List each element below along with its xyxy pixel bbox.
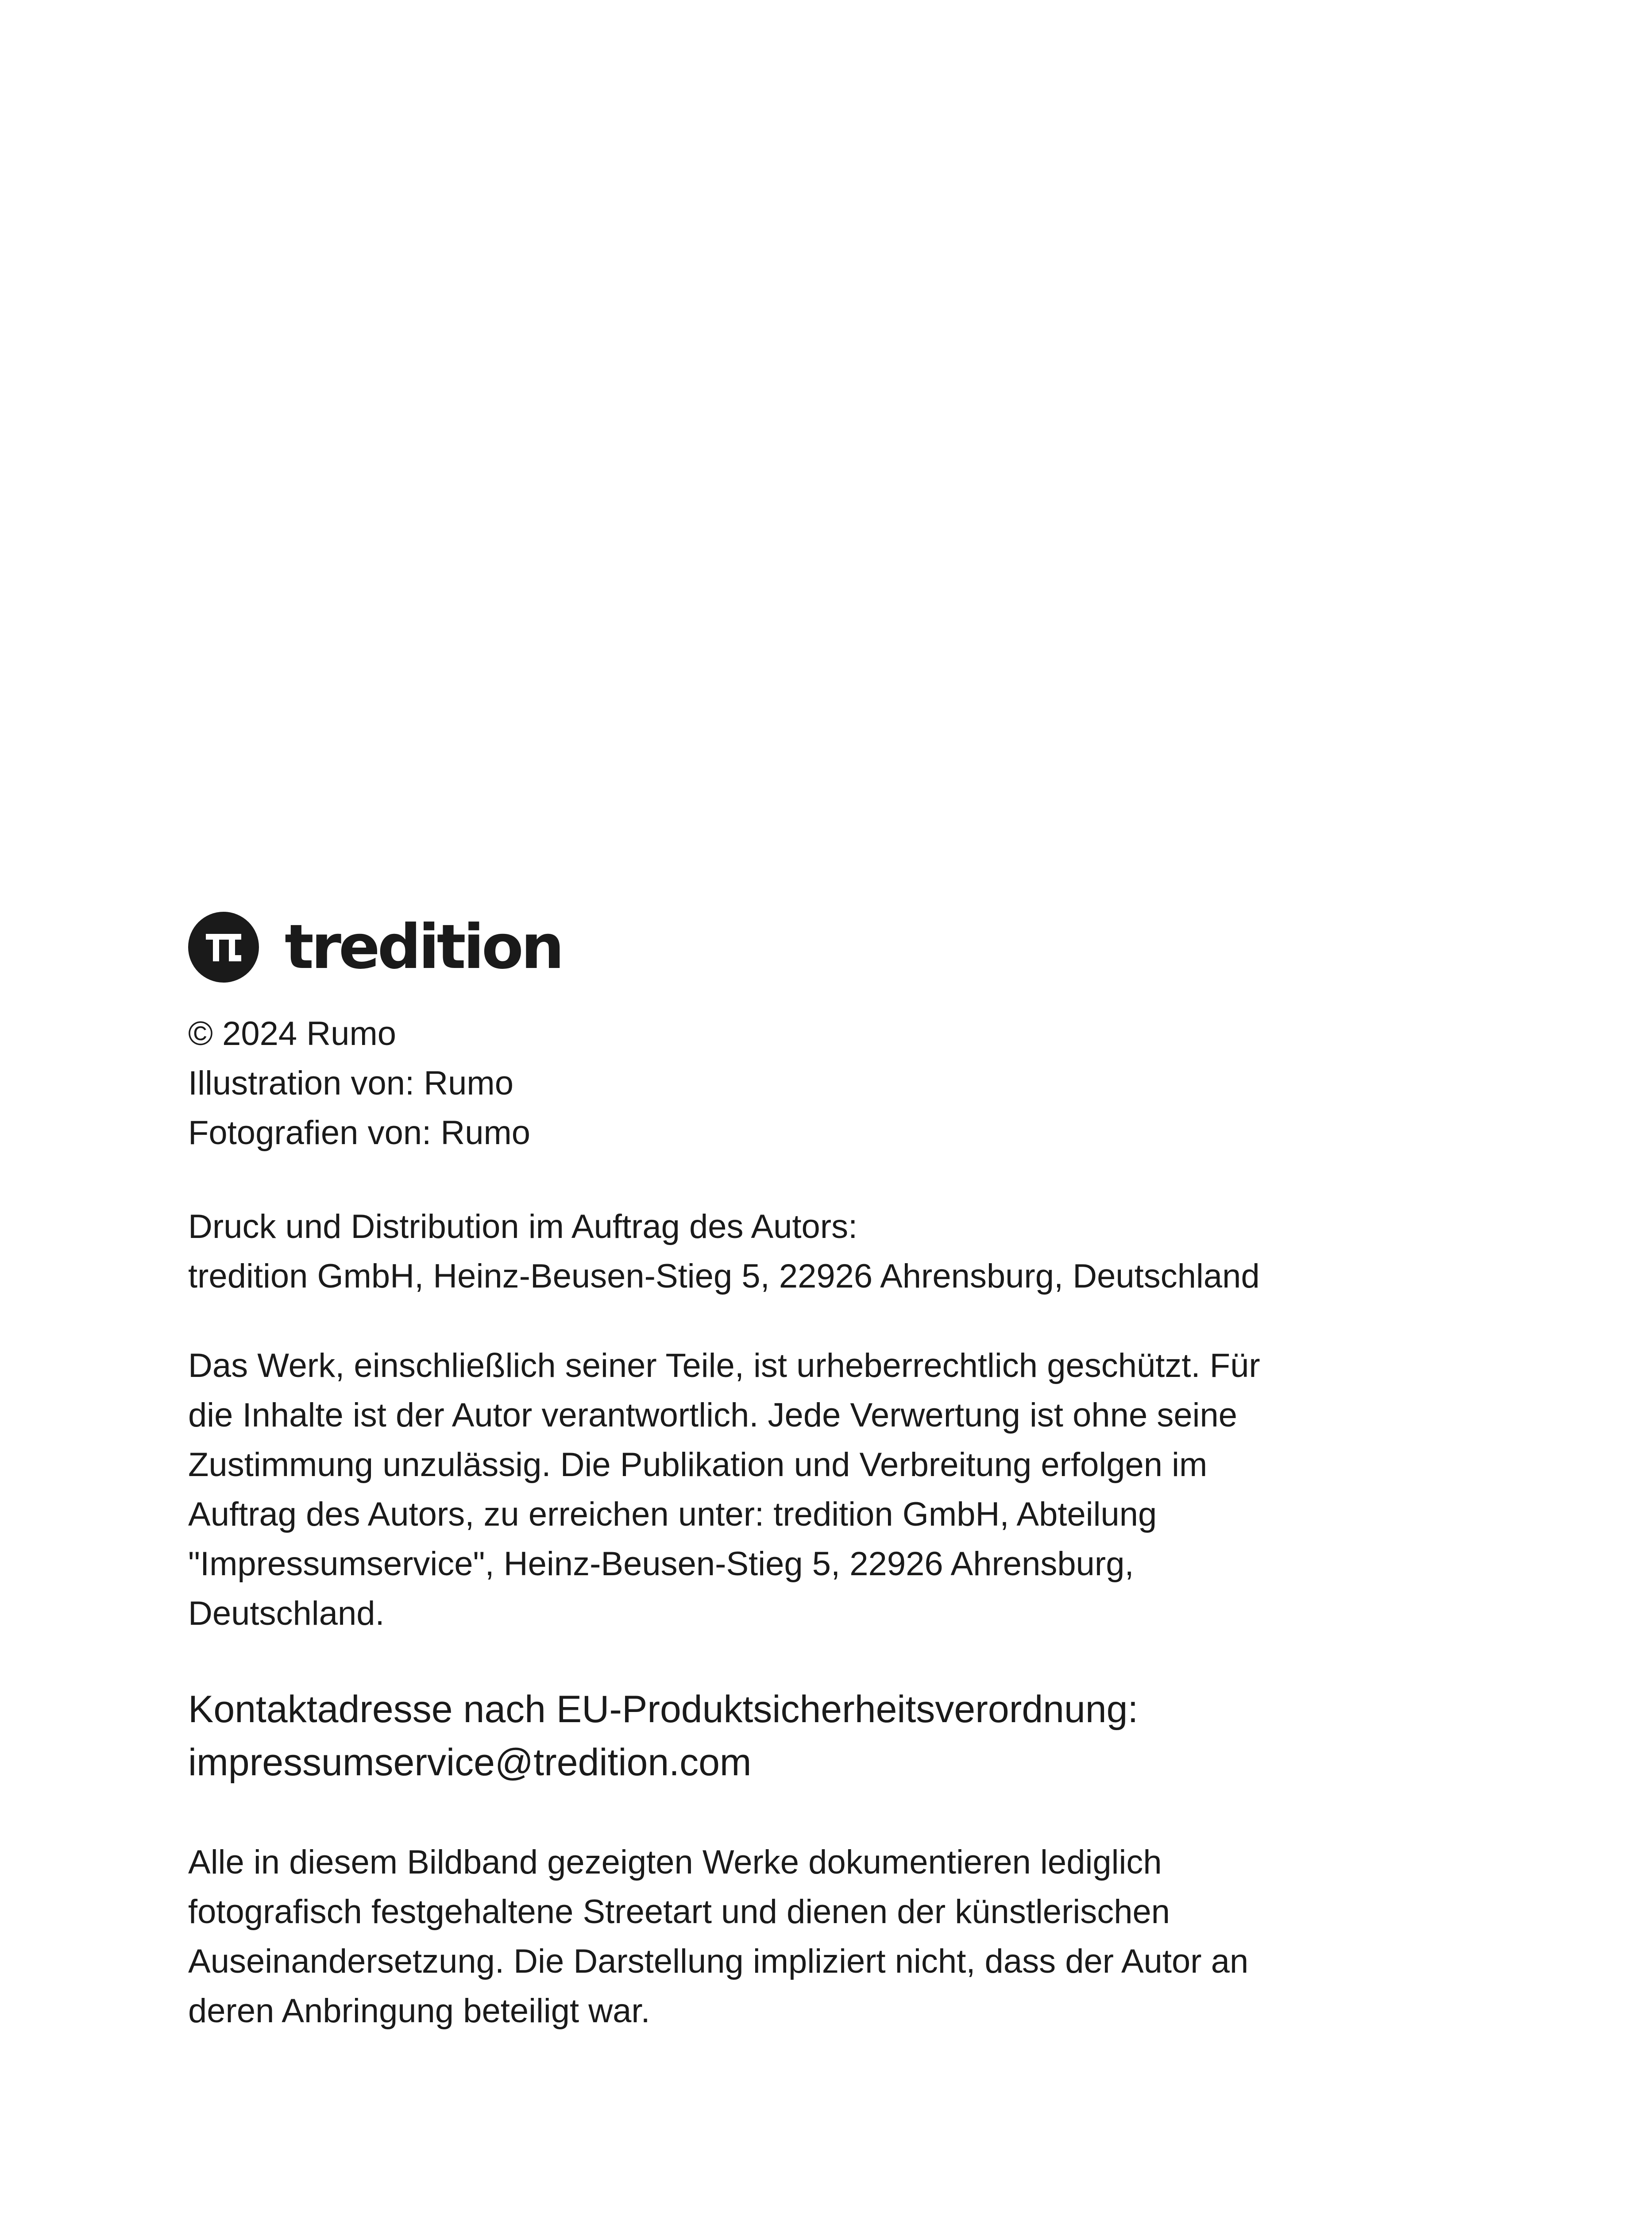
legal-line: Zustimmung unzulässig. Die Publikation und Verbreitung erfolgen im (188, 1446, 1208, 1484)
publisher-logo (188, 912, 1472, 983)
illustration-credit: Illustration von: Rumo (188, 1064, 513, 1102)
legal-line: Das Werk, einschließlich seiner Teile, ist urheberrechtlich geschützt. Für (188, 1347, 1260, 1384)
notice-line: fotografisch festgehaltene Streetart und dienen der künstlerischen (188, 1893, 1170, 1931)
notice-line: deren Anbringung beteiligt war. (188, 1992, 650, 2030)
notice-line: Auseinandersetzung. Die Darstellung impliziert nicht, dass der Autor an (188, 1943, 1249, 1980)
contact-email: impressumservice@tredition.com (188, 1741, 752, 1784)
legal-line: "Impressumservice", Heinz-Beusen-Stieg 5, 22926 Ahrensburg, (188, 1545, 1134, 1583)
imprint-content (188, 912, 1472, 2036)
legal-line: Auftrag des Autors, zu erreichen unter: tredition GmbH, Abteilung (188, 1496, 1157, 1533)
credits-block (188, 1009, 1472, 1158)
contact-heading: Kontaktadresse nach EU-Produktsicherheitsverordnung: (188, 1688, 1139, 1731)
publisher-address: tredition GmbH, Heinz-Beusen-Stieg 5, 22926 Ahrensburg, Deutschland (188, 1257, 1260, 1295)
photo-credit: Fotografien von: Rumo (188, 1114, 531, 1152)
print-line: Druck und Distribution im Auftrag des Autors: (188, 1208, 858, 1245)
legal-line: Deutschland. (188, 1595, 385, 1632)
tredition-logo-icon (188, 912, 259, 983)
print-distribution-block (188, 1202, 1472, 1301)
logo-wordmark: tredition (285, 911, 562, 983)
notice-line: Alle in diesem Bildband gezeigten Werke dokumentieren lediglich (188, 1843, 1162, 1881)
legal-line: die Inhalte ist der Autor verantwortlich. Jede Verwertung ist ohne seine (188, 1396, 1238, 1434)
copyright-line: © 2024 Rumo (188, 1015, 397, 1053)
streetart-notice (188, 1838, 1472, 2036)
legal-notice (188, 1341, 1472, 1639)
contact-block (188, 1683, 1472, 1789)
